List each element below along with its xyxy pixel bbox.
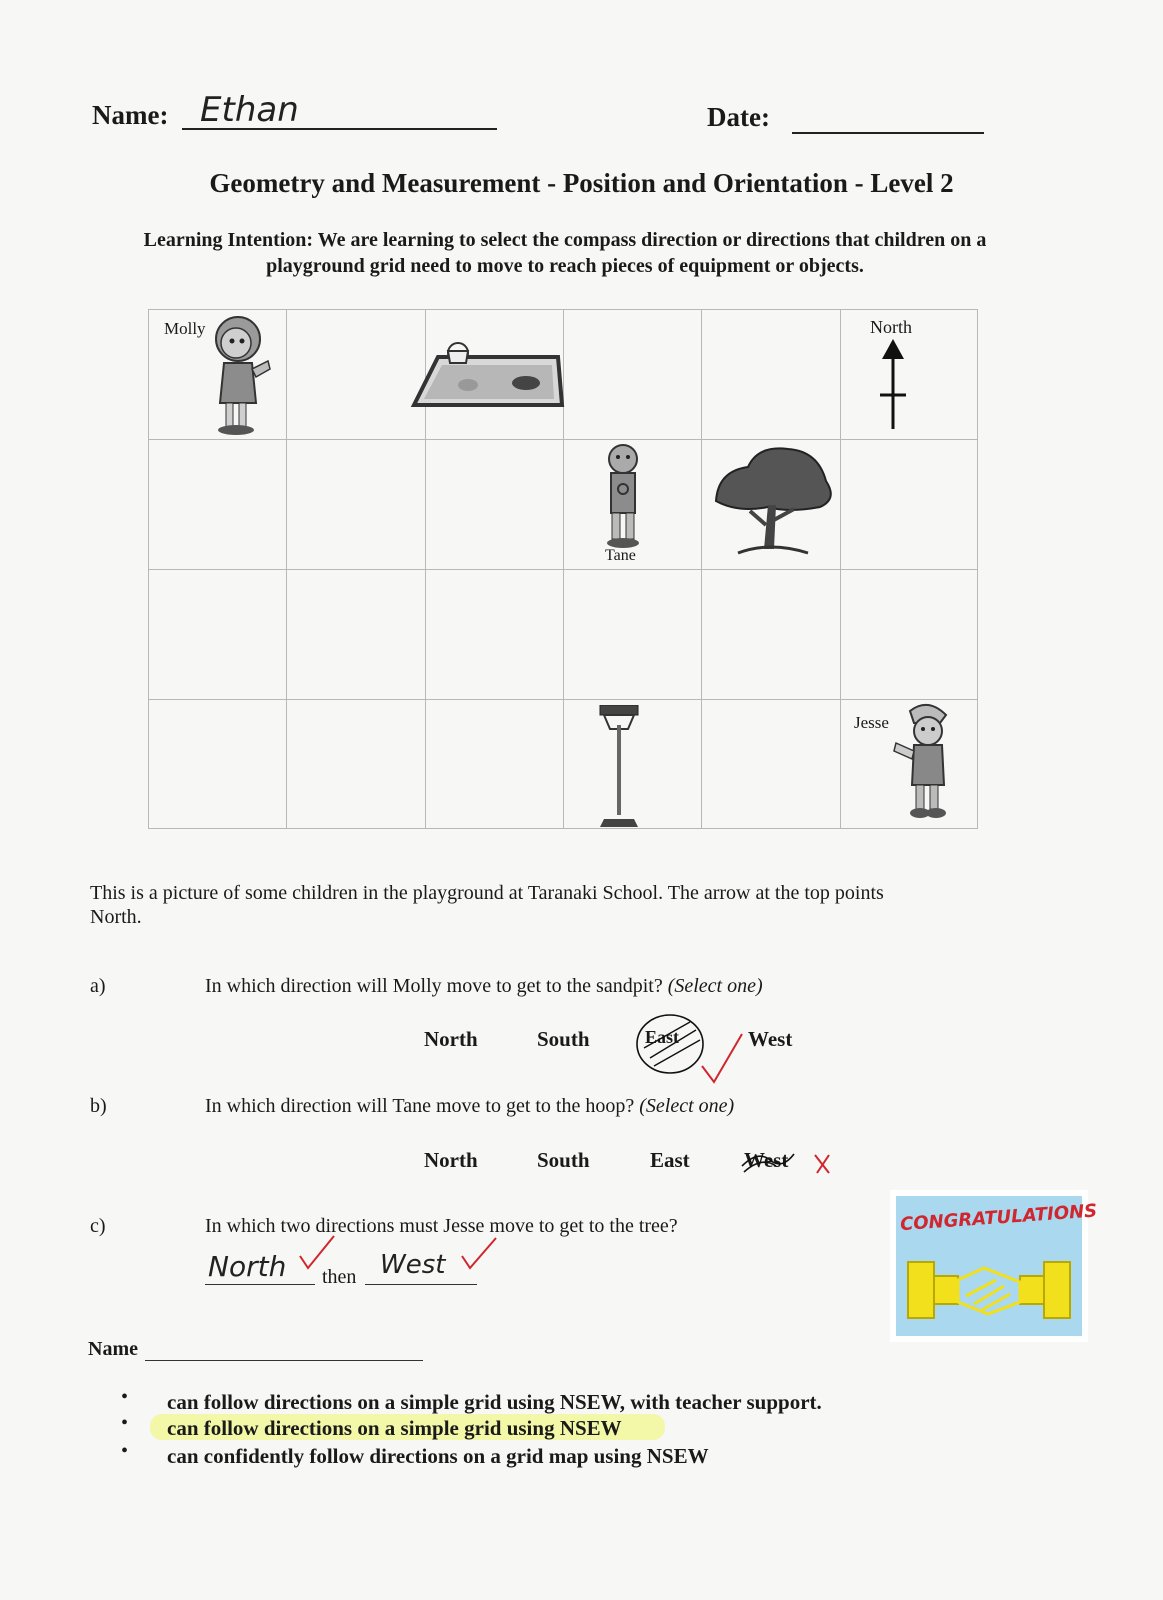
question-c-then: then — [322, 1266, 357, 1288]
bullet-3-dot: • — [121, 1440, 129, 1462]
footer-name-label: Name — [88, 1338, 138, 1360]
scribble-mark — [740, 1146, 796, 1176]
learning-intention-line1: Learning Intention: We are learning to select the compass direction or directions that children on a — [143, 229, 987, 251]
circle-scribble-mark — [630, 1008, 710, 1080]
question-c-text: In which two directions must Jesse move to get to the tree? — [205, 1215, 678, 1237]
red-check-icon — [700, 1030, 744, 1086]
question-c-letter: c) — [90, 1215, 106, 1237]
bullet-2-dot: • — [121, 1412, 129, 1434]
answer1-line — [205, 1284, 315, 1285]
tree-image — [708, 441, 838, 561]
red-cross-icon — [812, 1152, 832, 1176]
north-arrow-icon — [878, 339, 908, 431]
bullet-3-text: can confidently follow directions on a grid map using NSEW — [167, 1444, 709, 1468]
molly-label: Molly — [164, 319, 206, 338]
intro-line2: North. — [90, 906, 142, 928]
name-label: Name: — [92, 100, 169, 130]
date-line[interactable] — [792, 132, 984, 134]
playground-grid — [148, 309, 978, 829]
jesse-label: Jesse — [854, 713, 889, 732]
question-a-option-south[interactable]: South — [537, 1027, 590, 1051]
bullet-1-text: can follow directions on a simple grid using NSEW, with teacher support. — [167, 1390, 822, 1414]
north-label: North — [870, 317, 912, 337]
sandpit-image — [408, 327, 568, 419]
question-b-option-east[interactable]: East — [650, 1148, 690, 1172]
handshake-icon — [904, 1252, 1074, 1328]
basketball-hoop-image — [594, 705, 644, 829]
date-label: Date: — [707, 102, 770, 132]
question-a-letter: a) — [90, 975, 106, 997]
question-b-option-north[interactable]: North — [424, 1148, 478, 1172]
question-b-letter: b) — [90, 1095, 107, 1117]
name-value: Ethan — [200, 90, 299, 130]
question-c-answer1: North — [208, 1250, 287, 1283]
tane-figure — [603, 441, 643, 551]
learning-intention-line2: playground grid need to move to reach pieces of equipment or objects. — [266, 255, 864, 277]
jesse-figure — [888, 701, 958, 825]
tane-label: Tane — [605, 547, 636, 564]
page-title: Geometry and Measurement - Position and Orientation - Level 2 — [209, 168, 954, 198]
question-b-option-west[interactable]: West — [744, 1148, 789, 1172]
intro-line1: This is a picture of some children in the playground at Taranaki School. The arrow at the top points — [90, 882, 884, 904]
question-b-option-south[interactable]: South — [537, 1148, 590, 1172]
molly-figure — [206, 311, 276, 437]
footer-name-line[interactable] — [145, 1360, 423, 1361]
question-a-text: In which direction will Molly move to get to the sandpit? (Select one) — [205, 975, 763, 997]
bullet-2-text: can follow directions on a simple grid using NSEW — [167, 1416, 622, 1440]
question-a-option-east[interactable]: East — [645, 1027, 680, 1047]
question-a-option-west[interactable]: West — [748, 1027, 793, 1051]
congratulations-sticker — [890, 1190, 1098, 1342]
answer2-line — [365, 1284, 477, 1285]
bullet-1-dot: • — [121, 1386, 129, 1408]
question-c-answer2: West — [380, 1250, 446, 1280]
question-a-option-north[interactable]: North — [424, 1027, 478, 1051]
red-check-icon — [460, 1236, 498, 1274]
sticker-text: CONGRATULATIONS — [899, 1200, 1098, 1236]
question-b-text: In which direction will Tane move to get to the hoop? (Select one) — [205, 1095, 735, 1117]
